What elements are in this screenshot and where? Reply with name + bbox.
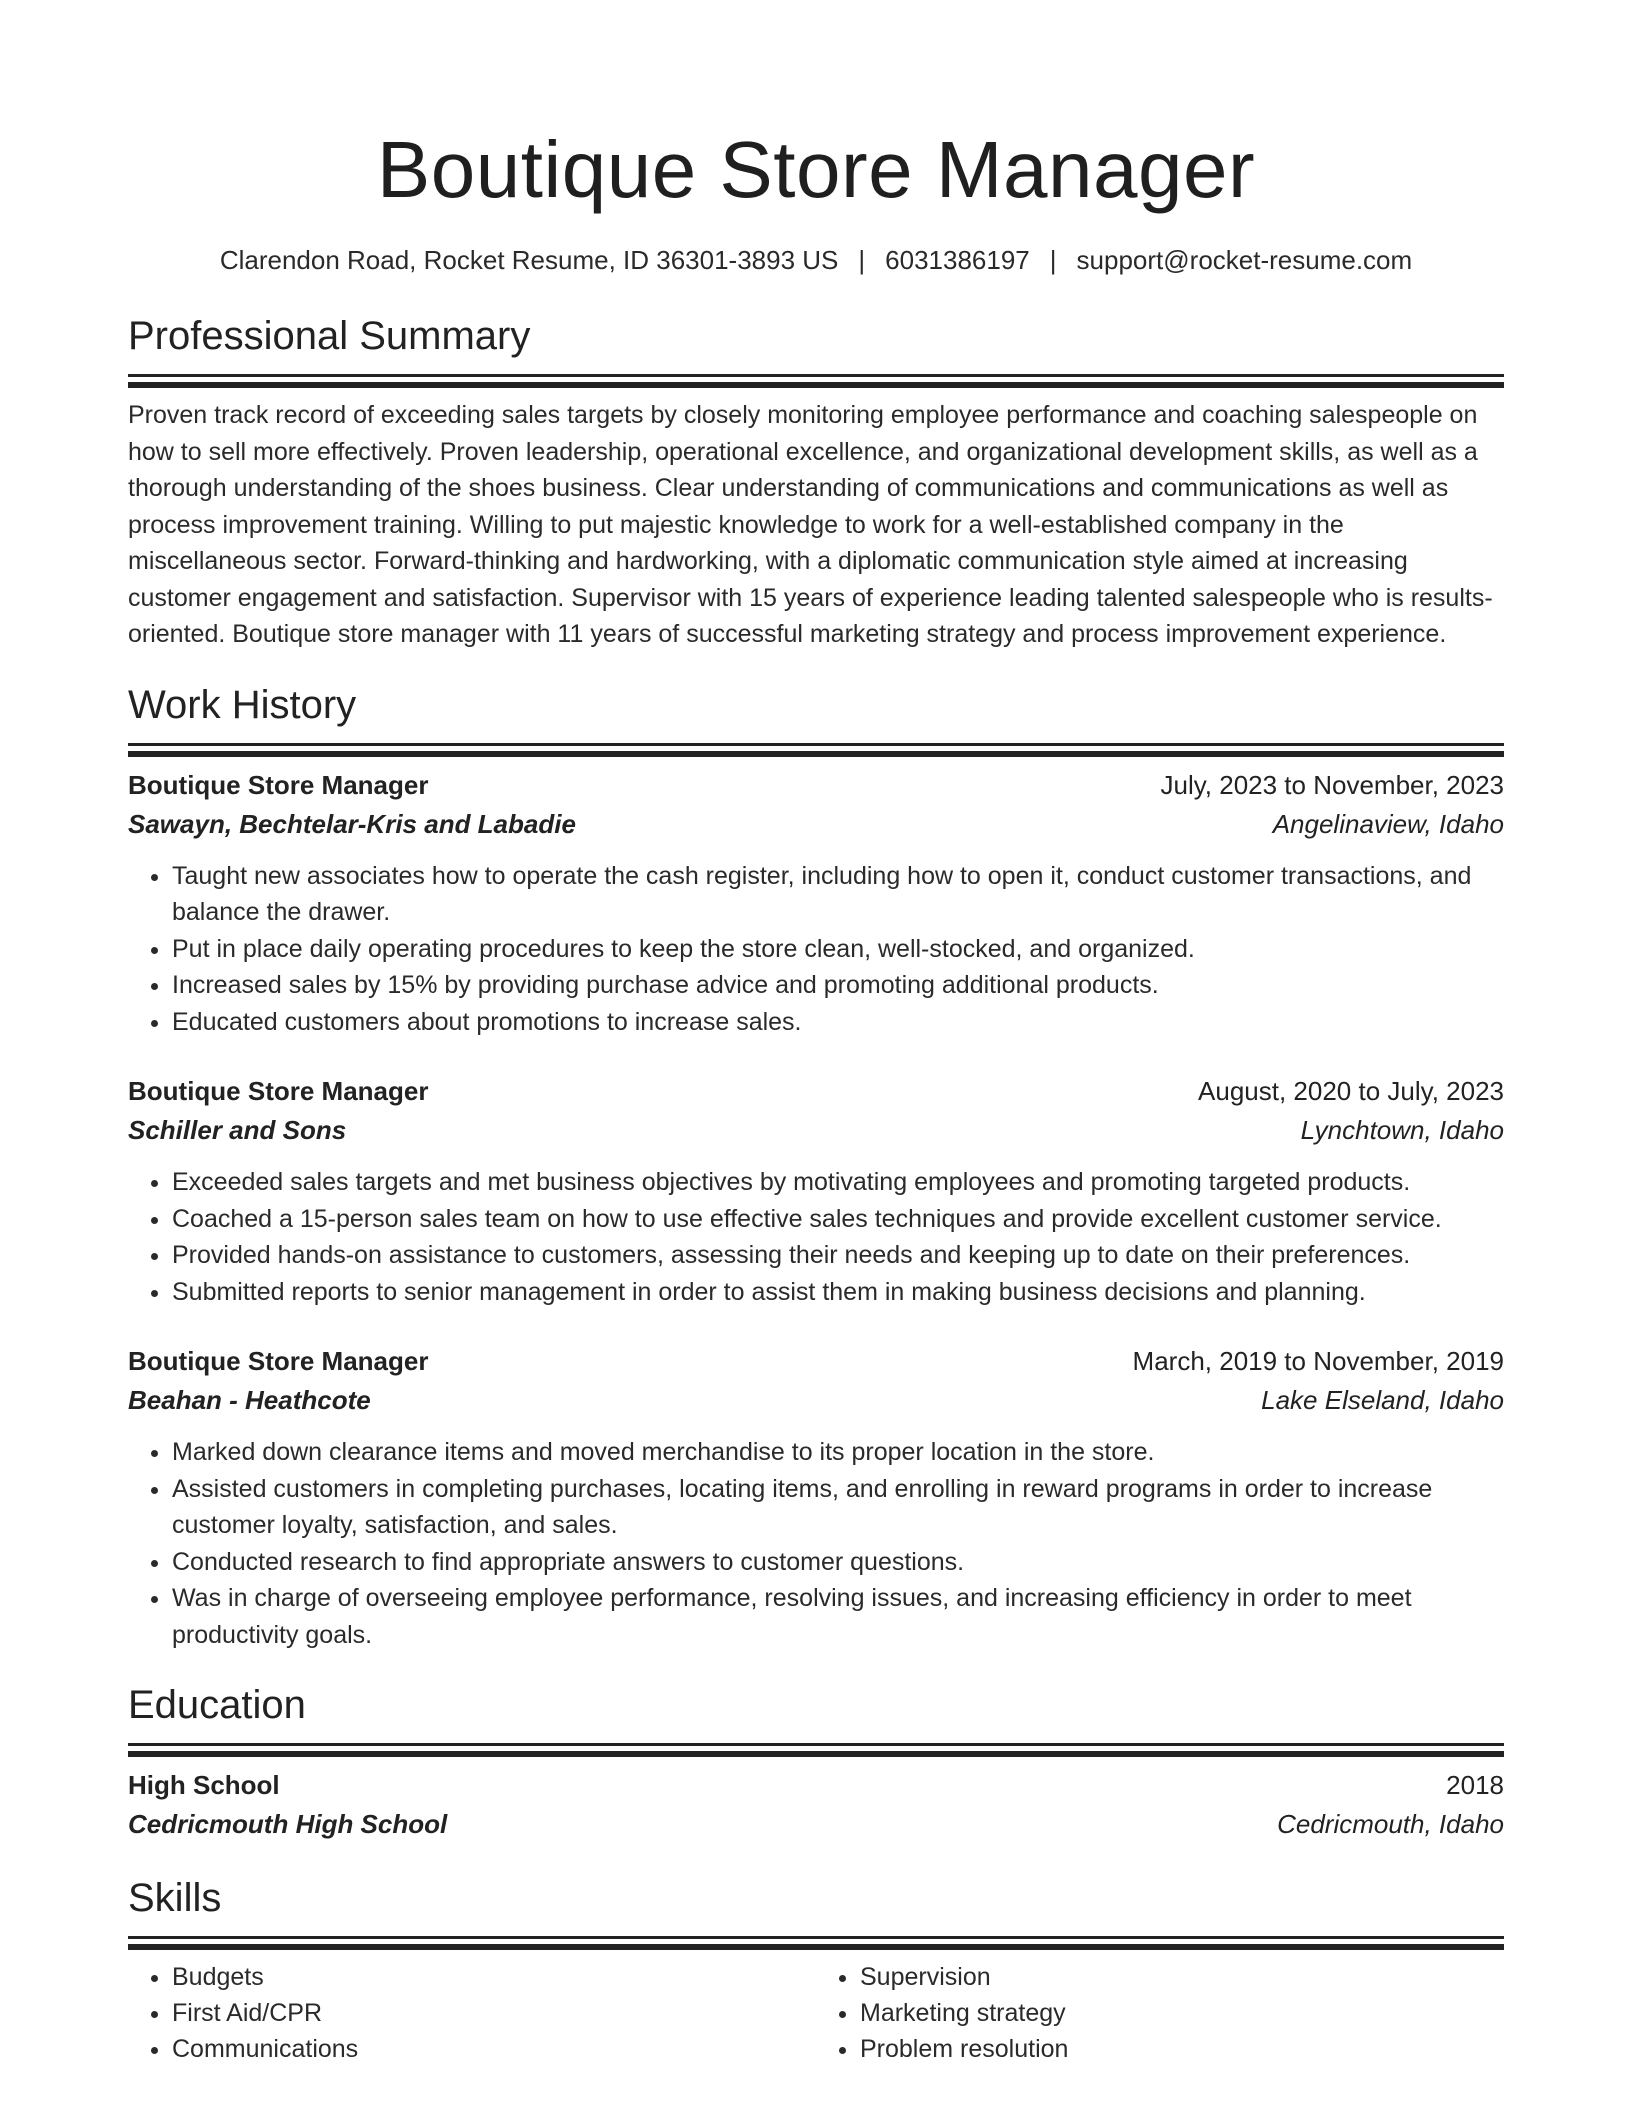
education-heading: Education bbox=[128, 1683, 306, 1727]
job-location: Angelinaview, Idaho bbox=[1272, 808, 1504, 839]
job-dates: July, 2023 to November, 2023 bbox=[1160, 769, 1504, 800]
list-item: • Exceeded sales targets and met business objectives by motivating employees and promoting targeted products. bbox=[172, 1164, 1504, 1201]
section-divider bbox=[128, 1936, 1504, 1939]
contact-separator: | bbox=[1049, 245, 1057, 275]
work-history-heading: Work History bbox=[128, 682, 357, 727]
section-divider bbox=[128, 1743, 1504, 1746]
work-history-section bbox=[128, 679, 1504, 1654]
job-entry bbox=[128, 766, 1504, 1041]
list-item: • Put in place daily operating procedures to keep the store clean, well-stocked, and organized. bbox=[172, 931, 1504, 968]
job-bullets bbox=[128, 1164, 1504, 1310]
job-title: Boutique Store Manager bbox=[128, 769, 429, 800]
resume-name: Boutique Store Manager bbox=[376, 125, 1256, 214]
summary-text: Proven track record of exceeding sales targets by closely monitoring employee performance and coaching salespeople on how to sell more effectively. Proven leadership, operational excellence, and organizational development skills, as well as a thorough understanding of the shoes business. Clear understanding of communications and communications as well as process improvement training. Willing to put majestic knowledge to work for a well-established company in the miscellaneous sector. Forward-thinking and hardworking, with a diplomatic communication style aimed at increasing customer engagement and satisfaction. Supervisor with 15 years of experience leading talented salespeople who is results-oriented. Boutique store manager with 11 years of successful marketing strategy and process improvement experience. bbox=[128, 401, 1493, 648]
job-location: Lynchtown, Idaho bbox=[1300, 1115, 1504, 1145]
summary-heading: Professional Summary bbox=[128, 314, 531, 358]
skill-item: • Supervision bbox=[860, 1959, 1504, 1995]
job-entry bbox=[128, 1342, 1504, 1653]
list-item: • Was in charge of overseeing employee performance, resolving issues, and increasing efficiency in order to meet productivity goals. bbox=[172, 1580, 1504, 1653]
section-divider bbox=[128, 374, 1504, 377]
job-location: Lake Elseland, Idaho bbox=[1261, 1385, 1504, 1415]
contact-email: support@rocket-resume.com bbox=[1076, 245, 1413, 275]
contact-line bbox=[128, 242, 1504, 278]
job-employer: Schiller and Sons bbox=[128, 1115, 347, 1145]
list-item: • Conducted research to find appropriate answers to customer questions. bbox=[172, 1544, 1504, 1581]
skills-section bbox=[128, 1872, 1504, 2067]
list-item: • Provided hands-on assistance to customers, assessing their needs and keeping up to date on their preferences. bbox=[172, 1237, 1504, 1274]
job-employer: Beahan - Heathcote bbox=[128, 1385, 371, 1415]
skills-column-left bbox=[128, 1959, 816, 2067]
list-item: • Coached a 15-person sales team on how to use effective sales techniques and provide excellent customer service. bbox=[172, 1201, 1504, 1238]
contact-address: Clarendon Road, Rocket Resume, ID 36301-3893 US bbox=[219, 245, 839, 275]
job-title: Boutique Store Manager bbox=[128, 1346, 429, 1376]
job-bullets bbox=[128, 1434, 1504, 1653]
list-item: • Marked down clearance items and moved merchandise to its proper location in the store. bbox=[172, 1434, 1504, 1471]
summary-section bbox=[128, 310, 1504, 653]
skill-item: • Communications bbox=[172, 2031, 816, 2067]
education-degree: High School bbox=[128, 1770, 280, 1800]
job-bullets bbox=[128, 858, 1504, 1041]
job-employer: Sawayn, Bechtelar-Kris and Labadie bbox=[128, 808, 576, 839]
education-location: Cedricmouth, Idaho bbox=[1277, 1809, 1504, 1839]
list-item: • Submitted reports to senior management in order to assist them in making business decisions and planning. bbox=[172, 1274, 1504, 1311]
section-divider bbox=[128, 743, 1504, 746]
education-year: 2018 bbox=[1446, 1770, 1504, 1800]
job-title: Boutique Store Manager bbox=[128, 1076, 429, 1106]
skill-item: • Problem resolution bbox=[860, 2031, 1504, 2067]
list-item: • Taught new associates how to operate the cash register, including how to open it, conduct customer transactions, and balance the drawer. bbox=[172, 858, 1504, 931]
education-school: Cedricmouth High School bbox=[128, 1809, 448, 1839]
job-entry bbox=[128, 1072, 1504, 1310]
contact-separator: | bbox=[858, 245, 866, 275]
list-item: • Increased sales by 15% by providing purchase advice and promoting additional products. bbox=[172, 967, 1504, 1004]
skills-grid bbox=[128, 1959, 1504, 2067]
skills-heading: Skills bbox=[128, 1876, 222, 1920]
contact-phone: 6031386197 bbox=[885, 245, 1030, 275]
job-dates: August, 2020 to July, 2023 bbox=[1198, 1076, 1504, 1106]
skill-item: • Budgets bbox=[172, 1959, 816, 1995]
skill-item: • First Aid/CPR bbox=[172, 1995, 816, 2031]
education-section bbox=[128, 1679, 1504, 1844]
job-dates: March, 2019 to November, 2019 bbox=[1132, 1346, 1504, 1376]
skills-column-right bbox=[816, 1959, 1504, 2067]
skill-item: • Marketing strategy bbox=[860, 1995, 1504, 2031]
list-item: • Assisted customers in completing purchases, locating items, and enrolling in reward programs in order to increase customer loyalty, satisfaction, and sales. bbox=[172, 1471, 1504, 1544]
list-item: • Educated customers about promotions to increase sales. bbox=[172, 1004, 1504, 1041]
